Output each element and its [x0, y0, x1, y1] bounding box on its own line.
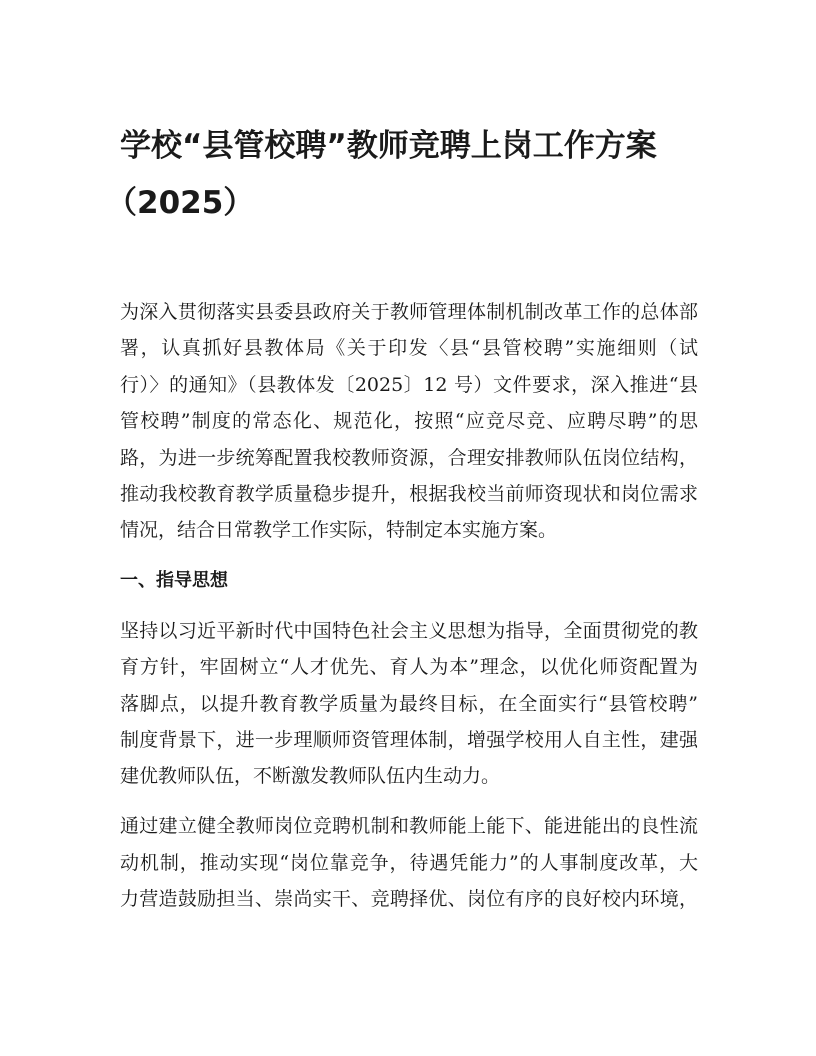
text-line: 通过建立健全教师岗位竞聘机制和教师能上能下、能进能出的良性流: [120, 815, 698, 837]
text-line: 为深入贯彻落实县委县政府关于教师管理体制机制改革工作的总体部: [120, 301, 698, 323]
text-line: 情况，结合日常教学工作实际，特制定本实施方案。: [120, 519, 558, 541]
text-line: 路，为进一步统筹配置我校教师资源，合理安排教师队伍岗位结构，: [120, 447, 698, 469]
text-line: 力营造鼓励担当、崇尚实干、竞聘择优、岗位有序的良好校内环境，: [120, 888, 698, 910]
text-line: 署，认真抓好县教体局《关于印发〈县“县管校聘”实施细则（试: [120, 337, 698, 359]
text-line: 推动我校教育教学质量稳步提升，根据我校当前师资现状和岗位需求: [120, 483, 698, 505]
text-line: 建优教师队伍，不断激发教师队伍内生动力。: [120, 765, 501, 787]
text-line: 育方针，牢固树立“人才优先、育人为本”理念，以优化师资配置为: [120, 656, 698, 678]
text-line: 坚持以习近平新时代中国特色社会主义思想为指导，全面贯彻党的教: [120, 620, 698, 642]
text-line: 落脚点，以提升教育教学质量为最终目标，在全面实行“县管校聘”: [120, 693, 698, 715]
text-line: 行）〉的通知》（县教体发〔2025〕12 号）文件要求，深入推进“县: [120, 374, 698, 396]
document-title: 学校“县管校聘”教师竞聘上岗工作方案: [120, 128, 657, 164]
text-line: 管校聘”制度的常态化、规范化，按照“应竞尽竞、应聘尽聘”的思: [120, 410, 698, 432]
text-line: 动机制，推动实现“岗位靠竞争，待遇凭能力”的人事制度改革，大: [120, 852, 698, 874]
text-line: 制度背景下，进一步理顺师资管理体制，增强学校用人自主性，建强: [120, 729, 698, 751]
section-heading: 一、指导思想: [120, 570, 228, 591]
document-title-year: （2025）: [106, 185, 255, 221]
